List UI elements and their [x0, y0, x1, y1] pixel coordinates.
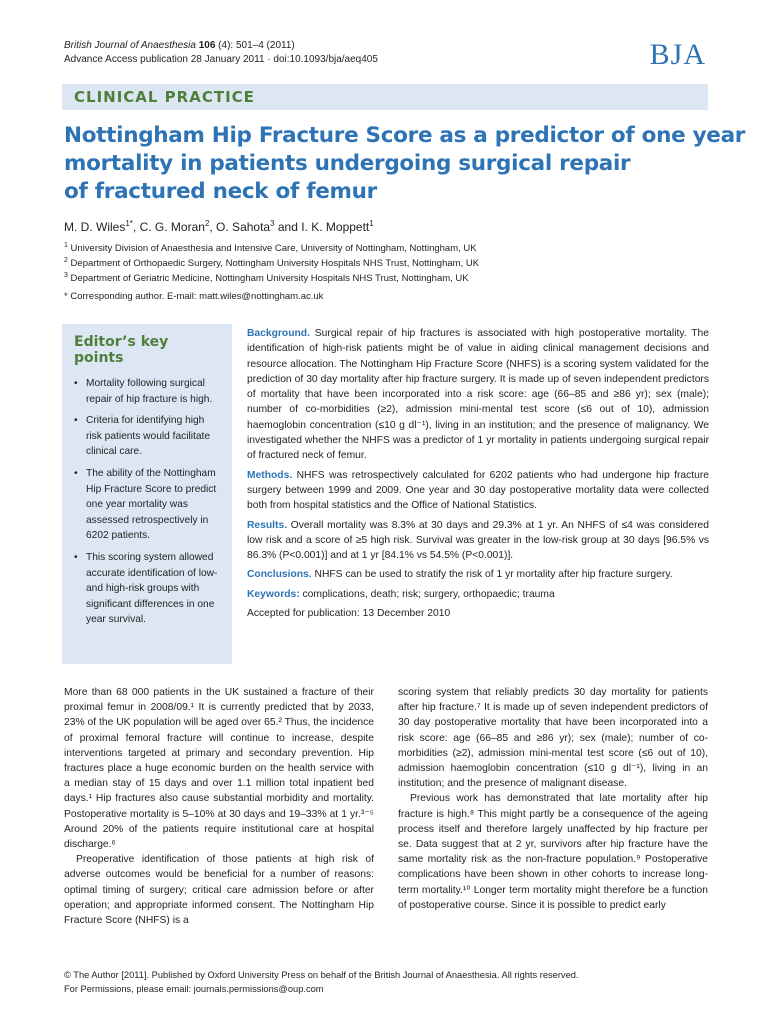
body-paragraph: scoring system that reliably predicts 30 day mortality for patients after hip fracture.⁷ It is made up of seven independent predictors of 30 day postoperative mortality that have been incorporated into a risk score: age (66–85 and ≥86 yr); sex (male); number of co-morbidities (≥2), admission mini-mental test score (≤6 out of 10), admission haemoglobin concentration (≤10 g dl⁻¹), living in an institution; and the presence of malignant disease. [398, 687, 708, 790]
abstract-label: Conclusions. [247, 569, 312, 581]
abstract-methods [247, 468, 709, 514]
key-point-item: • Mortality following surgical repair of hip fracture is high. [74, 376, 220, 407]
author-name: M. D. Wiles [64, 220, 126, 234]
body-column-left [64, 685, 374, 928]
accepted-date: Accepted for publication: 13 December 2010 [247, 608, 451, 620]
affiliation-number: 2 [64, 257, 68, 264]
affiliation [64, 242, 477, 254]
abstract-text: complications, death; risk; surgery, orthopaedic; trauma [299, 588, 555, 600]
article-title [64, 122, 746, 206]
title-line-2: mortality in patients undergoing surgical repair [64, 151, 631, 176]
journal-volume: 106 [198, 40, 216, 51]
body-column-right [398, 685, 708, 913]
author-name: , O. Sahota [209, 220, 271, 234]
affiliation-number: 1 [64, 242, 68, 249]
journal-citation [64, 40, 295, 51]
abstract-text: Overall mortality was 8.3% at 30 days and 29.3% at 1 yr. An NHFS of ≤4 was considered low risk and a score of ≥5 high risk. Survival was greater in the low-risk group at 30 days [96.5% vs 86.3% (P<0.001)] and at 1 yr [84.1% vs 54.5% (P<0.001)]. [247, 519, 709, 562]
author-affil-sup: 3 [270, 219, 275, 228]
key-point-item: • Criteria for identifying high risk patients would facilitate clinical care. [74, 413, 220, 460]
abstract-text: Surgical repair of hip fractures is associated with high postoperative mortality. The identification of high-risk patients might be of value in aiding clinical management decisions and resource allocation. The Nottingham Hip Fracture Score (NHFS) is a scoring system validated for the prediction of 30 day mortality after hip fracture surgery. It is made up of seven independent predictors of mortality that have been incorporated into a risk score: age (66–85 and ≥86 yr); sex (male); number of co-morbidities (≥2), admission mini-mental test score (≤6 out of 10), admission haemoglobin concentration (≤10 g dl⁻¹), living in an institution; and the presence of malignancy. We investigated whether the NHFS was a predictor of 1 yr mortality in patients undergoing surgical repair of fractured neck of femur. [247, 328, 709, 462]
abstract [247, 326, 709, 625]
abstract-label: Background. [247, 328, 310, 339]
corresponding-author: * Corresponding author. E-mail: matt.wiles@nottingham.ac.uk [64, 291, 324, 302]
abstract-label: Methods. [247, 469, 293, 481]
abstract-text: NHFS was retrospectively calculated for 6202 patients who had undergone hip fracture surgery between 1999 and 2009. One year and 30 day postoperative mortality data were collected both from hospital statistics and the Office of National Statistics. [247, 469, 709, 512]
key-point-item: • This scoring system allowed accurate identification of low- and high-risk groups with significant differences in one year survival. [74, 550, 220, 628]
section-bar [62, 84, 708, 110]
abstract-keywords [247, 587, 709, 602]
body-paragraph: Previous work has demonstrated that late mortality after hip fracture is high.⁸ This might partly be a consequence of the ageing process itself and therefore largely unaffected by hip fracture per se. Data suggest that at 2 yr, survivors after hip fracture have the same mortality risk as the non-fracture population.⁹ Postoperative complications have been shown in other cohorts to increase long-term mortality.¹⁰ Longer term mortality might therefore be a function of postoperative course. Since it is possible to predict early [398, 793, 708, 911]
bja-logo: BJA [649, 38, 706, 71]
title-line-1: Nottingham Hip Fracture Score as a predictor of one year [64, 123, 746, 148]
affiliation [64, 257, 479, 269]
permissions-line: For Permissions, please email: journals.permissions@oup.com [64, 984, 324, 994]
abstract-label: Results. [247, 519, 288, 531]
author-name: and I. K. Moppett [274, 220, 370, 234]
advance-access-line: Advance Access publication 28 January 2011 · doi:10.1093/bja/aeq405 [64, 54, 378, 65]
body-paragraph: Preoperative identification of those patients at high risk of adverse outcomes would be beneficial for a number of reasons: optimal timing of surgery; critical care admission before or after operation; and appropriate informed consent. The Nottingham Hip Fracture Score (NHFS) is a [64, 854, 374, 927]
abstract-label: Keywords: [247, 588, 300, 600]
editors-key-points-box [62, 324, 232, 664]
author-affil-sup: 1* [125, 219, 133, 228]
title-line-3: of fractured neck of femur [64, 179, 377, 204]
affiliation-text: Department of Orthopaedic Surgery, Nottingham University Hospitals NHS Trust, Nottingham, UK [70, 258, 480, 270]
abstract-text: NHFS can be used to stratify the risk of 1 yr mortality after hip fracture surgery. [311, 569, 673, 581]
copyright-line: © The Author [2011]. Published by Oxford University Press on behalf of the British Journal of Anaesthesia. All rights reserved. [64, 970, 579, 980]
author-affil-sup: 2 [204, 219, 210, 228]
abstract-conclusions [247, 567, 709, 582]
author-affil-sup: 1 [369, 219, 374, 228]
affiliation-number: 3 [64, 272, 68, 279]
abstract-background [247, 326, 709, 464]
author-name: , C. G. Moran [132, 220, 205, 234]
affiliation-text: Department of Geriatric Medicine, Nottingham University Hospitals NHS Trust, Nottingham, UK [70, 273, 469, 285]
key-points-heading: Editor’s key points [74, 334, 169, 366]
body-paragraph: More than 68 000 patients in the UK sustained a fracture of their proximal femur in 2008/09.¹ It is currently predicted that by 2033, 23% of the UK population will be aged over 65.² Thus, the incidence of proximal femoral fracture will continue to increase, despite interventions targeted at primary and secondary prevention. Hip fractures place a huge economic burden on the health service with a median stay of 15 days and over 1.1 million total inpatient bed days.¹ Hip fractures also cause substantial morbidity and mortality. Postoperative mortality is 5–10% at 30 days and 19–33% at 1 yr.³⁻⁵ Around 20% of the patients require institutional care at hospital discharge.⁶ [64, 687, 374, 851]
abstract-results [247, 518, 709, 564]
journal-name: British Journal of Anaesthesia [64, 40, 196, 51]
affiliation [64, 272, 469, 284]
journal-issue-pages: (4): 501–4 (2011) [215, 40, 295, 51]
author-list [64, 219, 374, 234]
affiliation-text: University Division of Anaesthesia and Intensive Care, University of Nottingham, Nottingham, UK [70, 243, 477, 255]
key-points-list [74, 376, 220, 628]
section-label: CLINICAL PRACTICE [74, 88, 255, 106]
key-point-item: • The ability of the Nottingham Hip Fracture Score to predict one year mortality was assessed retrospectively in 6202 patients. [74, 466, 220, 544]
